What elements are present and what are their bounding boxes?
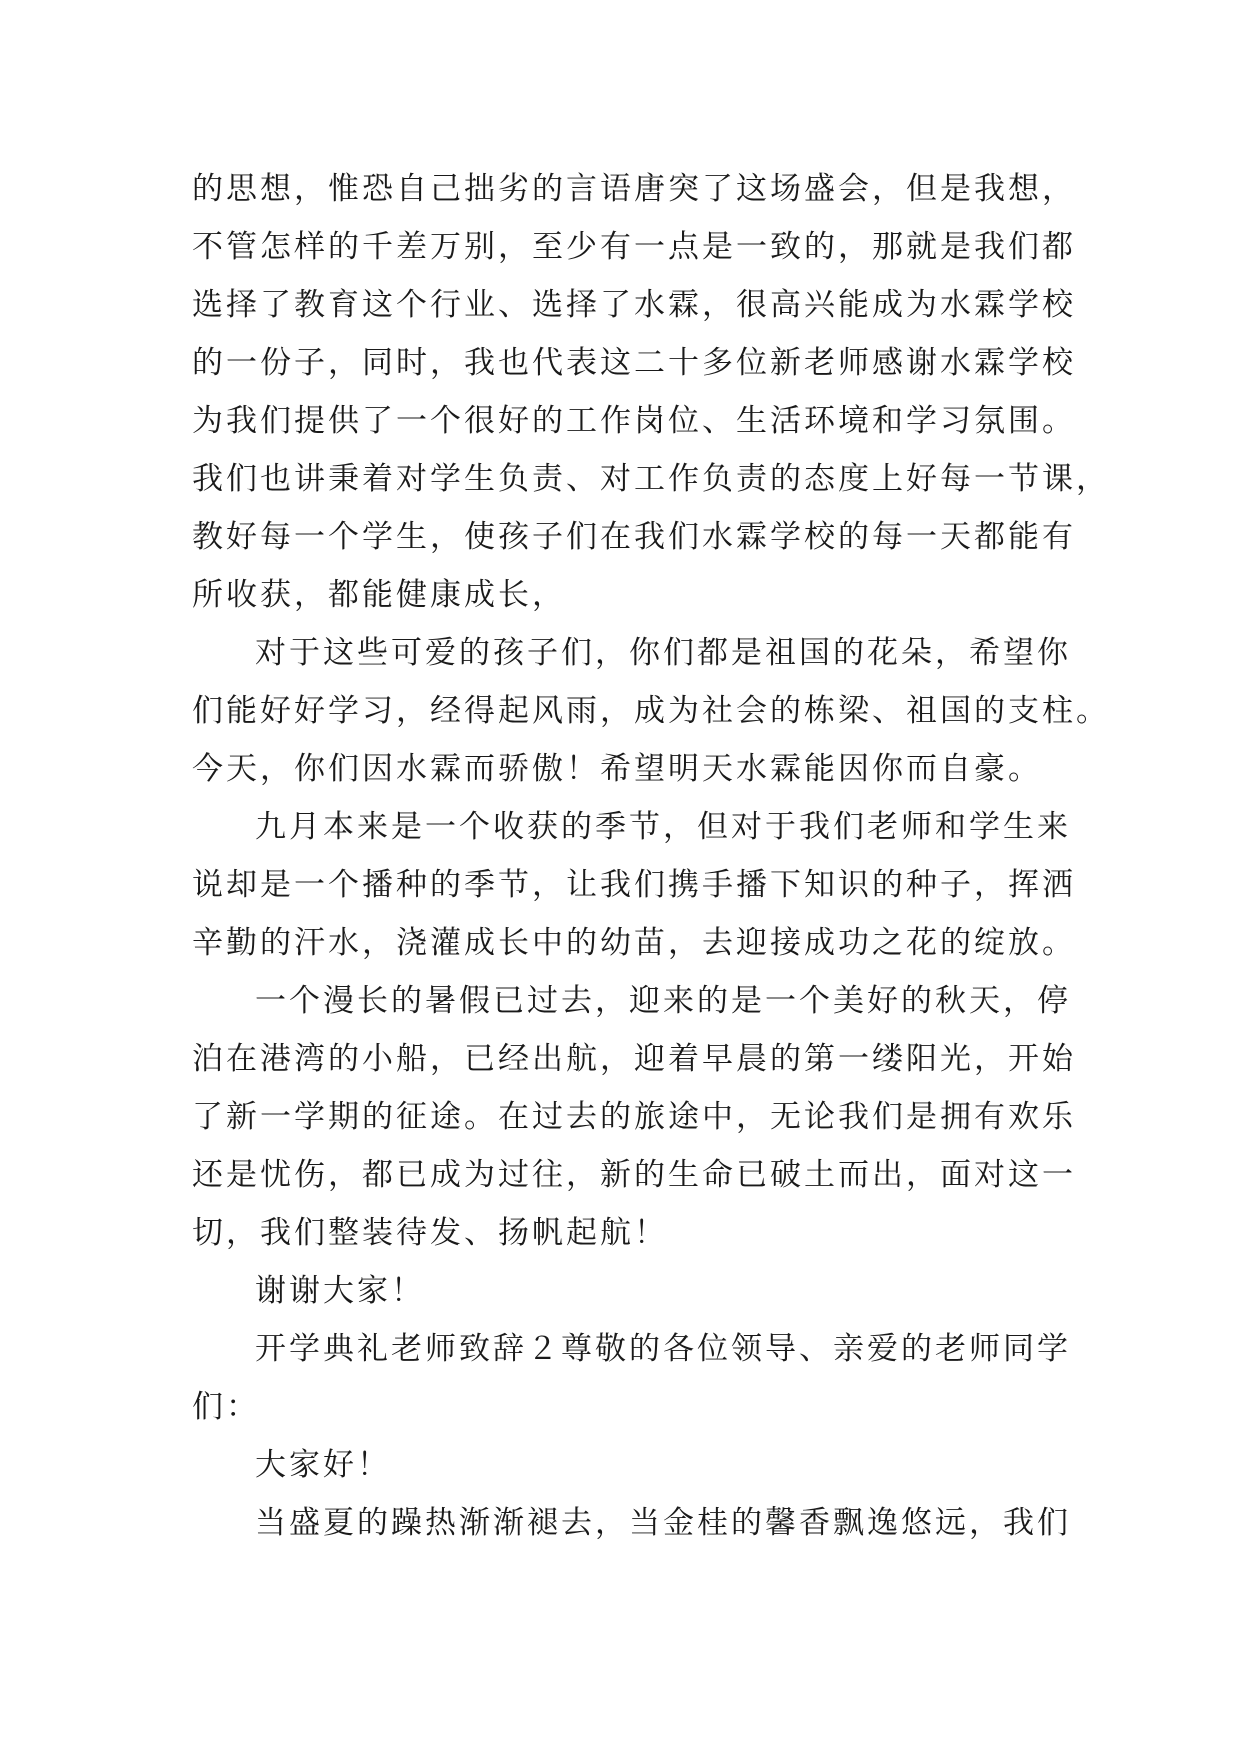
text-line: 了新一学期的征途。在过去的旅途中，无论我们是拥有欢乐	[192, 1099, 1076, 1135]
text-line: 辛勤的汗水，浇灌成长中的幼苗，去迎接成功之花的绽放。	[192, 925, 1076, 961]
paragraph-start-line: 大家好！	[255, 1447, 391, 1483]
text-line: 的一份子，同时，我也代表这二十多位新老师感谢水霖学校	[192, 345, 1076, 381]
text-line: 我们也讲秉着对学生负责、对工作负责的态度上好每一节课，	[192, 461, 1110, 497]
text-line: 为我们提供了一个很好的工作岗位、生活环境和学习氛围。	[192, 403, 1076, 439]
text-line: 们：	[192, 1389, 260, 1425]
text-line: 说却是一个播种的季节，让我们携手播下知识的种子，挥洒	[192, 867, 1076, 903]
text-line: 所收获，都能健康成长，	[192, 577, 566, 613]
document-body	[192, 160, 1110, 1552]
text-line: 教好每一个学生，使孩子们在我们水霖学校的每一天都能有	[192, 519, 1076, 555]
paragraph-start-line: 九月本来是一个收获的季节，但对于我们老师和学生来	[255, 809, 1071, 845]
text-line: 切，我们整装待发、扬帆起航！	[192, 1215, 668, 1251]
text-line: 选择了教育这个行业、选择了水霖，很高兴能成为水霖学校	[192, 287, 1076, 323]
text-line: 还是忧伤，都已成为过往，新的生命已破土而出，面对这一	[192, 1157, 1076, 1193]
text-line: 的思想，惟恐自己拙劣的言语唐突了这场盛会，但是我想，	[192, 171, 1076, 207]
paragraph-start-line: 对于这些可爱的孩子们，你们都是祖国的花朵，希望你	[255, 635, 1071, 671]
paragraph-start-line: 一个漫长的暑假已过去，迎来的是一个美好的秋天，停	[255, 983, 1071, 1019]
text-line: 泊在港湾的小船，已经出航，迎着早晨的第一缕阳光，开始	[192, 1041, 1076, 1077]
text-line: 今天，你们因水霖而骄傲！希望明天水霖能因你而自豪。	[192, 751, 1042, 787]
paragraph-start-line: 当盛夏的躁热渐渐褪去，当金桂的馨香飘逸悠远，我们	[255, 1505, 1071, 1541]
text-line: 们能好好学习，经得起风雨，成为社会的栋梁、祖国的支柱。	[192, 693, 1110, 729]
paragraph-start-line: 开学典礼老师致辞２尊敬的各位领导、亲爱的老师同学	[255, 1331, 1071, 1367]
paragraph-start-line: 谢谢大家！	[255, 1273, 425, 1309]
text-line: 不管怎样的千差万别，至少有一点是一致的，那就是我们都	[192, 229, 1076, 265]
